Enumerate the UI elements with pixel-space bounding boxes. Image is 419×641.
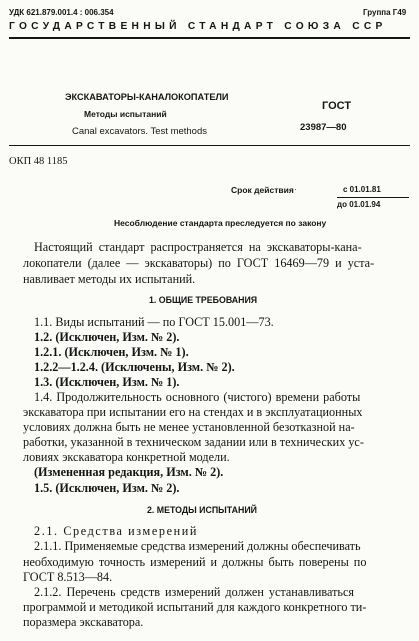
item-2-1-1-line-2: необходимую точность измерений и должны быть поверены по bbox=[23, 555, 367, 569]
title-en: Canal excavators. Test methods bbox=[72, 126, 208, 137]
item-1-3: 1.3. (Исключен, Изм. № 1). bbox=[34, 375, 180, 389]
item-1-2-2: 1.2.2—1.2.4. (Исключены, Изм. № 2). bbox=[34, 360, 235, 374]
udk-code: УДК 621.879.001.4 : 006.354 bbox=[9, 8, 114, 17]
item-1-2: 1.2. (Исключен, Изм. № 2). bbox=[34, 330, 180, 344]
group-code: Группа Г49 bbox=[363, 8, 407, 17]
title-ru: ЭКСКАВАТОРЫ-КАНАЛОКОПАТЕЛИ bbox=[65, 92, 229, 102]
validity-dot: · bbox=[294, 184, 297, 194]
section-2-heading: 2. МЕТОДЫ ИСПЫТАНИЙ bbox=[147, 505, 257, 515]
validity-to: до 01.01.94 bbox=[337, 200, 381, 209]
enforcement-notice: Несоблюдение стандарта преследуется по закону bbox=[114, 218, 327, 228]
validity-rule bbox=[337, 197, 409, 198]
sub-2-1: 2.1. Средства измерений bbox=[34, 524, 198, 538]
gost-number: 23987—80 bbox=[300, 122, 347, 133]
standard-banner: ГОСУДАРСТВЕННЫЙ СТАНДАРТ СОЮЗА ССР bbox=[9, 21, 387, 32]
item-2-1-2-line-1: 2.1.2. Перечень средств измерений должен устанавливаться bbox=[34, 585, 354, 599]
title-rule bbox=[9, 145, 410, 146]
intro-line-3: навливает методы их испытаний. bbox=[23, 272, 196, 286]
validity-label: Срок действия bbox=[231, 185, 294, 195]
item-2-1-2-line-3: поразмера экскаватора. bbox=[23, 615, 144, 629]
item-1-4-line-3: условиях должна быть не менее установленной безотказной на- bbox=[23, 420, 355, 434]
intro-line-1: Настоящий стандарт распространяется на экскаваторы-кана- bbox=[34, 240, 362, 254]
item-1-4-line-4: работки, указанной в техническом задании или в технических ус- bbox=[23, 435, 364, 449]
title-subtitle: Методы испытаний bbox=[84, 109, 167, 119]
gost-label: ГОСТ bbox=[322, 100, 352, 112]
item-2-1-2-line-2: программой и методикой испытаний для каждого конкретного ти- bbox=[23, 600, 367, 614]
item-1-4-line-1: 1.4. Продолжительность основного (чистого) времени работы bbox=[34, 390, 361, 404]
item-2-1-1-line-1: 2.1.1. Применяемые средства измерений должны обеспечивать bbox=[34, 539, 361, 553]
header-rule bbox=[9, 37, 410, 39]
item-1-5: 1.5. (Исключен, Изм. № 2). bbox=[34, 481, 180, 495]
section-1-heading: 1. ОБЩИЕ ТРЕБОВАНИЯ bbox=[149, 295, 258, 305]
okp-code: ОКП 48 1185 bbox=[9, 156, 68, 167]
item-2-1-1-line-3: ГОСТ 8.513—84. bbox=[23, 570, 113, 584]
item-1-4-line-5: ловиях экскаватора конкретной модели. bbox=[23, 450, 230, 464]
validity-from: с 01.01.81 bbox=[343, 185, 381, 194]
item-1-1: 1.1. Виды испытаний — по ГОСТ 15.001—73. bbox=[34, 315, 274, 329]
revision-note: (Измененная редакция, Изм. № 2). bbox=[34, 465, 224, 479]
item-1-4-line-2: экскаватора при испытании его на стендах и в эксплуатационных bbox=[23, 405, 363, 419]
item-1-2-1: 1.2.1. (Исключен, Изм. № 1). bbox=[34, 345, 189, 359]
intro-line-2: локопатели (далее — экскаваторы) по ГОСТ 16469—79 и уста- bbox=[23, 256, 375, 270]
